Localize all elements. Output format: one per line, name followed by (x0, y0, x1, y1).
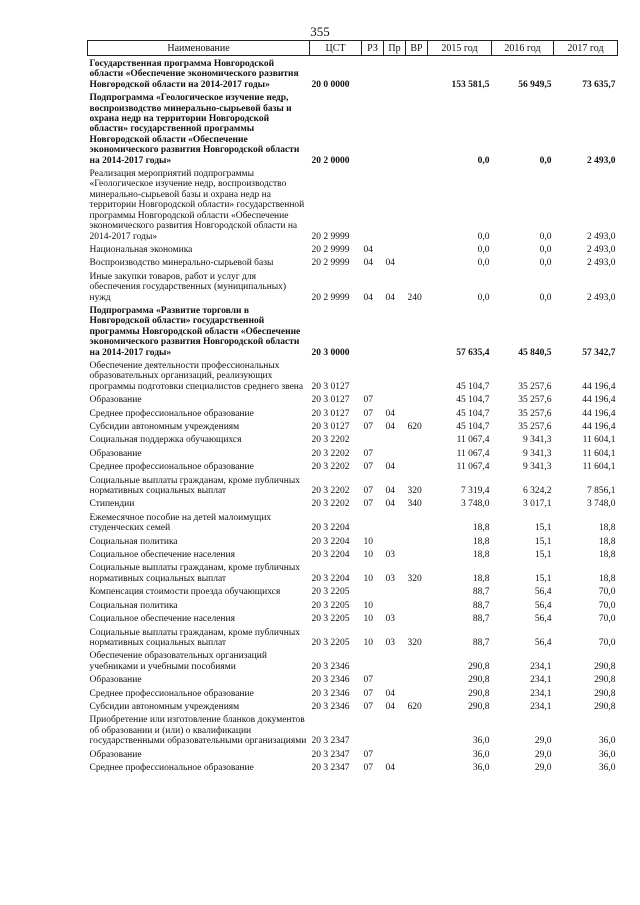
row-cst: 20 3 0127 (311, 395, 350, 406)
table-row (88, 56, 618, 91)
row-value-2017: 2 493,0 (587, 292, 616, 303)
table-row (88, 255, 618, 268)
row-vr (406, 534, 428, 547)
row-cst: 20 3 2204 (311, 523, 350, 534)
row-name: Социальное обеспечение населения (89, 614, 235, 625)
row-cst: 20 3 2346 (311, 701, 350, 712)
row-pr: 03 (385, 614, 395, 625)
row-value-2016: 15,1 (534, 550, 552, 561)
table-row (88, 166, 618, 242)
row-vr: 340 (407, 499, 422, 510)
row-rz: 07 (363, 762, 373, 773)
row-cst: 20 3 2205 (311, 600, 350, 611)
row-rz: 07 (363, 462, 373, 473)
row-pr: 04 (385, 762, 395, 773)
row-value-2015: 7 319,4 (461, 486, 490, 497)
row-rz: 04 (363, 244, 373, 255)
row-name: Компенсация стоимости проезда обучающихся (89, 587, 281, 598)
row-value-2017: 290,8 (594, 661, 616, 672)
row-value-2016: 56,4 (534, 600, 552, 611)
row-cst: 20 3 2204 (311, 550, 350, 561)
row-cst: 20 2 9999 (311, 258, 350, 269)
row-value-2017: 11 604,1 (582, 435, 616, 446)
row-value-2015: 290,8 (468, 661, 490, 672)
header-pr: Пр (384, 41, 406, 56)
row-vr (406, 686, 428, 699)
row-value-2016: 29,0 (534, 749, 552, 760)
row-pr (384, 242, 406, 255)
row-value-2016: 0,0 (539, 292, 552, 303)
row-rz (362, 584, 384, 597)
row-cst: 20 0 0000 (311, 79, 350, 90)
row-value-2015: 0,0 (477, 258, 490, 269)
table-row (88, 625, 618, 649)
row-value-2015: 0,0 (477, 155, 490, 166)
row-value-2015: 290,8 (468, 675, 490, 686)
row-vr (406, 648, 428, 672)
row-value-2017: 70,0 (598, 637, 616, 648)
row-value-2015: 18,8 (472, 573, 490, 584)
row-value-2016: 234,1 (530, 701, 552, 712)
row-name: Среднее профессиональное образование (89, 408, 254, 419)
row-vr (406, 90, 428, 166)
row-value-2017: 73 635,7 (582, 79, 616, 90)
row-pr (384, 166, 406, 242)
row-value-2016: 0,0 (539, 155, 552, 166)
row-pr (384, 672, 406, 685)
header-rz: РЗ (362, 41, 384, 56)
row-value-2016: 234,1 (530, 675, 552, 686)
row-pr: 03 (385, 550, 395, 561)
table-row (88, 712, 618, 746)
table-row (88, 473, 618, 497)
row-name: Приобретение или изготовление бланков документов об образовании и (или) о квалификации государственными образовательными организациями (89, 715, 307, 747)
table-row (88, 392, 618, 405)
table-row (88, 672, 618, 685)
row-rz (362, 303, 384, 358)
row-rz: 07 (363, 688, 373, 699)
row-pr (384, 432, 406, 445)
row-rz: 10 (363, 550, 373, 561)
row-value-2016: 56 949,5 (518, 79, 552, 90)
header-2015: 2015 год (428, 41, 492, 56)
row-vr: 620 (407, 422, 422, 432)
row-vr (406, 584, 428, 597)
row-pr (384, 712, 406, 746)
row-cst: 20 3 2346 (311, 675, 350, 686)
table-row (88, 611, 618, 624)
table-header (88, 41, 618, 56)
header-2016: 2016 год (492, 41, 554, 56)
row-pr (384, 598, 406, 611)
row-vr (406, 303, 428, 358)
row-name: Среднее профессиональное образование (89, 762, 254, 773)
row-value-2015: 290,8 (468, 701, 490, 712)
row-name: Социальные выплаты гражданам, кроме публичных нормативных социальных выплат (89, 563, 300, 584)
table-row (88, 584, 618, 597)
header-vr: ВР (406, 41, 428, 56)
row-rz (362, 358, 384, 392)
row-value-2015: 290,8 (468, 688, 490, 699)
row-value-2016: 15,1 (534, 536, 552, 547)
row-vr (406, 459, 428, 472)
row-rz: 10 (363, 600, 373, 611)
row-value-2017: 18,8 (598, 573, 616, 584)
row-cst: 20 3 0127 (311, 381, 350, 392)
row-pr (384, 358, 406, 392)
row-value-2017: 18,8 (598, 550, 616, 561)
row-value-2017: 2 493,0 (587, 258, 616, 269)
table-row (88, 446, 618, 459)
row-rz: 07 (363, 486, 373, 497)
row-value-2016: 234,1 (530, 661, 552, 672)
header-2017: 2017 год (554, 41, 618, 56)
row-value-2015: 0,0 (477, 244, 490, 255)
header-name: Наименование (88, 41, 310, 56)
row-name: Образование (89, 395, 142, 406)
row-rz (362, 648, 384, 672)
row-value-2017: 70,0 (598, 600, 616, 611)
row-vr (406, 611, 428, 624)
table-row (88, 510, 618, 534)
row-name: Социальные выплаты гражданам, кроме публичных нормативных социальных выплат (89, 475, 300, 497)
row-value-2017: 290,8 (594, 701, 616, 712)
row-value-2016: 15,1 (534, 523, 552, 534)
row-name: Подпрограмма «Геологическое изучение недр, воспроизводство минерально-сырьевой базы и охрана недр на территории Новгородской области» государственной программы Новгородской области «Обеспечение экономического развития Новгородской области на 2014-2017 годы» (89, 93, 300, 166)
header-cst: ЦСТ (310, 41, 362, 56)
table-row (88, 699, 618, 712)
row-cst: 20 3 2205 (311, 614, 350, 625)
row-vr (406, 242, 428, 255)
row-name: Социальная политика (89, 536, 178, 547)
row-value-2017: 44 196,4 (582, 422, 616, 432)
row-value-2017: 11 604,1 (582, 462, 616, 473)
table-row (88, 686, 618, 699)
table-row (88, 648, 618, 672)
table-row (88, 747, 618, 760)
row-value-2017: 36,0 (598, 762, 616, 773)
row-pr: 04 (385, 688, 395, 699)
row-vr: 240 (407, 292, 422, 303)
row-rz (362, 56, 384, 91)
row-value-2017: 44 196,4 (582, 408, 616, 419)
row-vr (406, 255, 428, 268)
row-value-2017: 57 342,7 (582, 347, 616, 358)
row-rz: 10 (363, 637, 373, 648)
table-row (88, 547, 618, 560)
row-name: Социальная политика (89, 600, 178, 611)
row-value-2016: 56,4 (534, 614, 552, 625)
row-cst: 20 3 2204 (311, 536, 350, 547)
row-vr: 620 (407, 701, 422, 712)
row-vr (406, 166, 428, 242)
row-value-2015: 36,0 (472, 762, 490, 773)
row-value-2017: 11 604,1 (582, 448, 616, 459)
row-value-2016: 56,4 (534, 637, 552, 648)
row-pr: 04 (385, 486, 395, 497)
row-vr (406, 510, 428, 534)
page-number: 355 (310, 24, 330, 39)
table-row (88, 598, 618, 611)
row-cst: 20 2 9999 (311, 244, 350, 255)
row-value-2017: 2 493,0 (587, 231, 616, 242)
row-value-2015: 11 067,4 (456, 462, 490, 473)
row-value-2015: 45 104,7 (456, 408, 490, 419)
row-pr: 04 (385, 292, 395, 303)
row-value-2017: 2 493,0 (587, 244, 616, 255)
row-cst: 20 3 2202 (311, 462, 350, 473)
row-value-2017: 2 493,0 (587, 155, 616, 166)
table-row (88, 459, 618, 472)
row-name: Подпрограмма «Развитие торговли в Новгородской области» государственной программы Новгородской области «Обеспечение экономического развития Новгородской области на 2014-2017 годы» (89, 305, 301, 358)
row-value-2016: 234,1 (530, 688, 552, 699)
row-vr (406, 760, 428, 773)
row-rz: 10 (363, 573, 373, 584)
row-value-2015: 0,0 (477, 231, 490, 242)
row-rz (362, 712, 384, 746)
row-pr: 03 (385, 637, 395, 648)
row-value-2017: 36,0 (598, 749, 616, 760)
row-vr (406, 392, 428, 405)
table-row (88, 303, 618, 358)
table-body (88, 56, 618, 774)
row-cst: 20 3 2346 (311, 688, 350, 699)
row-value-2015: 45 104,7 (456, 381, 490, 392)
row-cst: 20 3 2347 (311, 762, 350, 773)
row-pr (384, 747, 406, 760)
row-value-2017: 290,8 (594, 675, 616, 686)
row-value-2016: 45 840,5 (518, 347, 552, 358)
row-vr: 320 (407, 486, 422, 497)
row-rz: 07 (363, 395, 373, 406)
row-name: Образование (89, 675, 142, 686)
row-name: Реализация мероприятий подпрограммы «Геологическое изучение недр, воспроизводство минерально-сырьевой базы и охрана недр на территории Новгородской области» государственной программы Новгородской области «Обеспечение экономического развития Новгородской области на 2014-2017 годы» (89, 169, 305, 242)
row-rz (362, 90, 384, 166)
row-value-2015: 0,0 (477, 292, 490, 303)
row-value-2016: 0,0 (539, 258, 552, 269)
row-name: Воспроизводство минерально-сырьевой базы (89, 258, 274, 269)
row-value-2016: 35 257,6 (518, 408, 552, 419)
row-vr (406, 747, 428, 760)
row-vr (406, 56, 428, 91)
table-row (88, 432, 618, 445)
row-vr (406, 712, 428, 746)
row-value-2017: 70,0 (598, 614, 616, 625)
row-rz: 07 (363, 499, 373, 510)
row-value-2017: 18,8 (598, 523, 616, 534)
row-cst: 20 3 0127 (311, 408, 350, 419)
row-pr (384, 584, 406, 597)
row-value-2015: 45 104,7 (456, 422, 490, 432)
row-pr: 04 (385, 701, 395, 712)
row-name: Субсидии автономным учреждениям (89, 701, 240, 712)
row-name: Среднее профессиональное образование (89, 688, 254, 699)
row-cst: 20 3 2202 (311, 435, 350, 446)
row-rz: 07 (363, 422, 373, 432)
row-rz: 07 (363, 701, 373, 712)
table-row (88, 269, 618, 303)
row-cst: 20 3 2347 (311, 736, 350, 747)
row-name: Социальная поддержка обучающихся (89, 435, 242, 446)
row-pr: 04 (385, 499, 395, 510)
row-value-2015: 3 748,0 (461, 499, 490, 510)
row-value-2015: 18,8 (472, 536, 490, 547)
table-row (88, 406, 618, 419)
row-value-2015: 153 581,5 (451, 79, 490, 90)
row-cst: 20 3 2346 (311, 661, 350, 672)
row-name: Образование (89, 749, 142, 760)
row-value-2016: 3 017,1 (523, 499, 552, 510)
row-name: Социальное обеспечение населения (89, 550, 235, 561)
row-rz: 04 (363, 258, 373, 269)
row-name: Обеспечение деятельности профессиональных образовательных организаций, реализующих программы подготовки специалистов среднего звена (89, 360, 304, 392)
row-value-2017: 44 196,4 (582, 381, 616, 392)
row-pr (384, 648, 406, 672)
row-value-2015: 18,8 (472, 550, 490, 561)
table-row (88, 496, 618, 509)
row-rz (362, 510, 384, 534)
row-name: Обеспечение образовательных организаций учебниками и учебными пособиями (89, 651, 267, 672)
row-rz: 04 (363, 292, 373, 303)
row-value-2015: 11 067,4 (456, 435, 490, 446)
row-name: Государственная программа Новгородской области «Обеспечение экономического развития Новгородской области на 2014-2017 годы» (89, 59, 299, 90)
row-name: Иные закупки товаров, работ и услуг для обеспечения государственных (муниципальных) нужд (89, 271, 287, 303)
table-row (88, 560, 618, 584)
row-name: Среднее профессиональное образование (89, 462, 254, 473)
row-rz: 10 (363, 614, 373, 625)
row-value-2017: 70,0 (598, 587, 616, 598)
row-cst: 20 3 2202 (311, 448, 350, 459)
row-pr (384, 534, 406, 547)
row-cst: 20 3 0127 (311, 422, 350, 432)
row-value-2016: 9 341,3 (523, 435, 552, 446)
row-value-2017: 7 856,1 (587, 486, 616, 497)
table-row (88, 242, 618, 255)
table-row (88, 358, 618, 392)
row-value-2015: 88,7 (472, 614, 490, 625)
row-vr (406, 358, 428, 392)
row-value-2015: 36,0 (472, 736, 490, 747)
row-vr (406, 672, 428, 685)
row-cst: 20 3 2347 (311, 749, 350, 760)
row-cst: 20 3 0000 (311, 347, 350, 358)
row-rz: 07 (363, 749, 373, 760)
row-cst: 20 3 2202 (311, 499, 350, 510)
table-row (88, 90, 618, 166)
row-name: Образование (89, 448, 142, 459)
row-vr (406, 406, 428, 419)
row-value-2015: 88,7 (472, 637, 490, 648)
row-pr: 04 (385, 258, 395, 269)
row-vr: 320 (407, 637, 422, 648)
row-pr (384, 392, 406, 405)
row-pr: 04 (385, 462, 395, 473)
row-value-2015: 57 635,4 (456, 347, 490, 358)
row-value-2016: 35 257,6 (518, 422, 552, 432)
row-value-2017: 36,0 (598, 736, 616, 747)
row-value-2016: 35 257,6 (518, 395, 552, 406)
row-value-2016: 9 341,3 (523, 448, 552, 459)
row-cst: 20 2 9999 (311, 231, 350, 242)
row-vr (406, 598, 428, 611)
row-value-2016: 56,4 (534, 587, 552, 598)
row-value-2016: 0,0 (539, 231, 552, 242)
row-pr: 03 (385, 573, 395, 584)
row-rz (362, 166, 384, 242)
row-value-2015: 88,7 (472, 600, 490, 611)
row-rz: 10 (363, 536, 373, 547)
row-cst: 20 3 2204 (311, 573, 350, 584)
row-vr (406, 446, 428, 459)
row-pr (384, 510, 406, 534)
row-value-2016: 35 257,6 (518, 381, 552, 392)
row-value-2015: 36,0 (472, 749, 490, 760)
row-rz: 07 (363, 448, 373, 459)
row-value-2016: 6 324,2 (523, 486, 552, 497)
row-vr: 320 (407, 573, 422, 584)
row-name: Социальные выплаты гражданам, кроме публичных нормативных социальных выплат (89, 627, 300, 648)
row-value-2016: 9 341,3 (523, 462, 552, 473)
row-rz (362, 432, 384, 445)
row-pr (384, 56, 406, 91)
row-value-2017: 18,8 (598, 536, 616, 547)
row-value-2015: 88,7 (472, 587, 490, 598)
row-value-2016: 29,0 (534, 736, 552, 747)
table-row (88, 419, 618, 432)
row-name: Национальная экономика (89, 244, 193, 255)
row-value-2015: 11 067,4 (456, 448, 490, 459)
row-value-2015: 45 104,7 (456, 395, 490, 406)
row-pr: 04 (385, 408, 395, 419)
budget-table (87, 40, 618, 773)
row-pr: 04 (385, 422, 395, 432)
row-value-2017: 290,8 (594, 688, 616, 699)
row-cst: 20 3 2205 (311, 637, 350, 648)
row-value-2017: 3 748,0 (587, 499, 616, 510)
row-value-2016: 0,0 (539, 244, 552, 255)
row-pr (384, 446, 406, 459)
table-row (88, 760, 618, 773)
row-name: Стипендии (89, 499, 135, 510)
row-value-2017: 44 196,4 (582, 395, 616, 406)
row-cst: 20 2 9999 (311, 292, 350, 303)
row-rz: 07 (363, 408, 373, 419)
table-row (88, 534, 618, 547)
row-cst: 20 3 2202 (311, 486, 350, 497)
row-pr (384, 303, 406, 358)
row-cst: 20 3 2205 (311, 587, 350, 598)
row-value-2016: 15,1 (534, 573, 552, 584)
row-vr (406, 547, 428, 560)
row-cst: 20 2 0000 (311, 155, 350, 166)
row-value-2015: 18,8 (472, 523, 490, 534)
row-name: Ежемесячное пособие на детей малоимущих студенческих семей (89, 512, 272, 534)
row-name: Субсидии автономным учреждениям (89, 422, 240, 432)
row-pr (384, 90, 406, 166)
row-vr (406, 432, 428, 445)
row-rz: 07 (363, 675, 373, 686)
row-value-2016: 29,0 (534, 762, 552, 773)
